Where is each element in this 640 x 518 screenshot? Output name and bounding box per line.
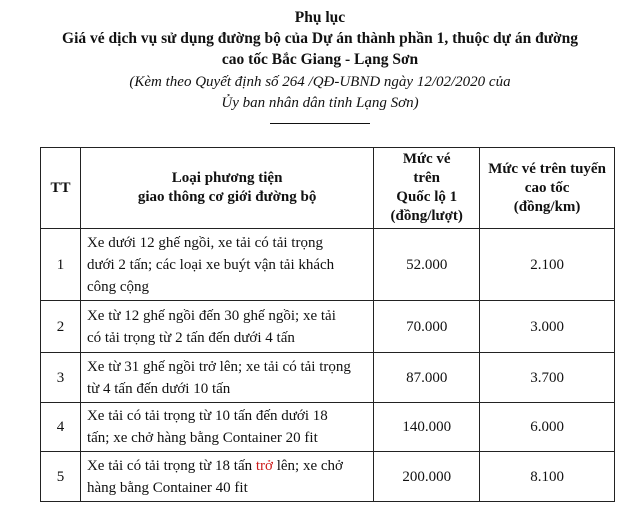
header-ql-line-3: Quốc lộ 1 [396, 189, 458, 205]
header-vehicle-line-1: Loại phương tiện [171, 170, 283, 186]
row-description-line: có tải trọng từ 2 tấn đến dưới 4 tấn [86, 329, 295, 346]
row-description-text: Xe tải có tải trọng từ 18 tấn [86, 457, 256, 474]
row-national-road-fee: 70.000 [374, 301, 480, 353]
row-description-line: dưới 2 tấn; các loại xe buýt vận tải khách [86, 256, 335, 273]
row-national-road-fee: 140.000 [374, 403, 480, 452]
header-ql-line-4: (đồng/lượt) [390, 208, 463, 224]
row-expressway-fee: 8.100 [480, 452, 615, 502]
header-ct-line-2: cao tốc [524, 179, 570, 196]
row-description-line: tấn; xe chở hàng bằng Container 20 fit [86, 430, 318, 446]
row-tt: 4 [41, 403, 81, 452]
header-vehicle-type [80, 148, 373, 229]
row-tt: 3 [41, 353, 81, 403]
row-description-line: Xe từ 12 ghế ngồi đến 30 ghế ngồi; xe tải [86, 307, 336, 324]
table-row [41, 403, 615, 452]
toll-fee-table [40, 147, 615, 502]
header-ql-line-2: trên [413, 170, 441, 186]
row-expressway-fee: 3.000 [480, 301, 615, 353]
row-expressway-fee: 2.100 [480, 229, 615, 301]
decision-note-line-2: Ủy ban nhân dân tỉnh Lạng Sơn) [221, 95, 419, 111]
row-description-line: Xe dưới 12 ghế ngồi, xe tải có tải trọng [86, 234, 323, 251]
row-vehicle-description [80, 353, 373, 403]
row-tt: 5 [41, 452, 81, 502]
header-tt [41, 148, 81, 229]
row-description-line: từ 4 tấn đến dưới 10 tấn [86, 380, 231, 397]
row-description-line: công cộng [86, 278, 150, 295]
document-header [0, 8, 640, 114]
table-header-row [41, 148, 615, 229]
document-title: Phụ lục [294, 9, 346, 26]
row-vehicle-description [80, 301, 373, 353]
header-vehicle-line-2: giao thông cơ giới đường bộ [137, 189, 317, 205]
table-row [41, 452, 615, 502]
row-vehicle-description [80, 452, 373, 502]
table-row [41, 301, 615, 353]
decision-note-line-1: (Kèm theo Quyết định số 264 /QĐ-UBND ngày 12/02/2020 của [129, 74, 511, 90]
document-subtitle-line-2: cao tốc Bắc Giang - Lạng Sơn [221, 51, 419, 68]
row-vehicle-description [80, 229, 373, 301]
row-expressway-fee: 6.000 [480, 403, 615, 452]
row-vehicle-description [80, 403, 373, 452]
row-expressway-fee: 3.700 [480, 353, 615, 403]
row-national-road-fee: 87.000 [374, 353, 480, 403]
row-national-road-fee: 200.000 [374, 452, 480, 502]
row-description-text: lên; xe chở [272, 457, 343, 474]
header-ql-line-1: Mức vé [402, 151, 451, 167]
document-subtitle-line-1: Giá vé dịch vụ sử dụng đường bộ của Dự án thành phần 1, thuộc dự án đường [62, 30, 578, 47]
header-tt-label: TT [50, 179, 71, 196]
row-tt: 1 [41, 229, 81, 301]
note-underline [270, 123, 370, 124]
row-description-line: Xe tải có tải trọng từ 10 tấn đến dưới 18 [86, 408, 328, 424]
header-expressway-fee [480, 148, 615, 229]
row-description-line [87, 455, 367, 477]
table-row [41, 229, 615, 301]
row-description-line: hàng bằng Container 40 fit [86, 479, 248, 496]
header-ct-line-1: Mức vé trên tuyến [488, 160, 606, 177]
header-national-road-fee [374, 148, 480, 229]
row-description-line: Xe từ 31 ghế ngồi trở lên; xe tải có tải trọng [86, 358, 351, 375]
row-national-road-fee: 52.000 [374, 229, 480, 301]
row-tt: 2 [41, 301, 81, 353]
table-row [41, 353, 615, 403]
highlighted-word: trở [255, 457, 273, 474]
header-ct-line-3: (đồng/km) [513, 198, 581, 215]
